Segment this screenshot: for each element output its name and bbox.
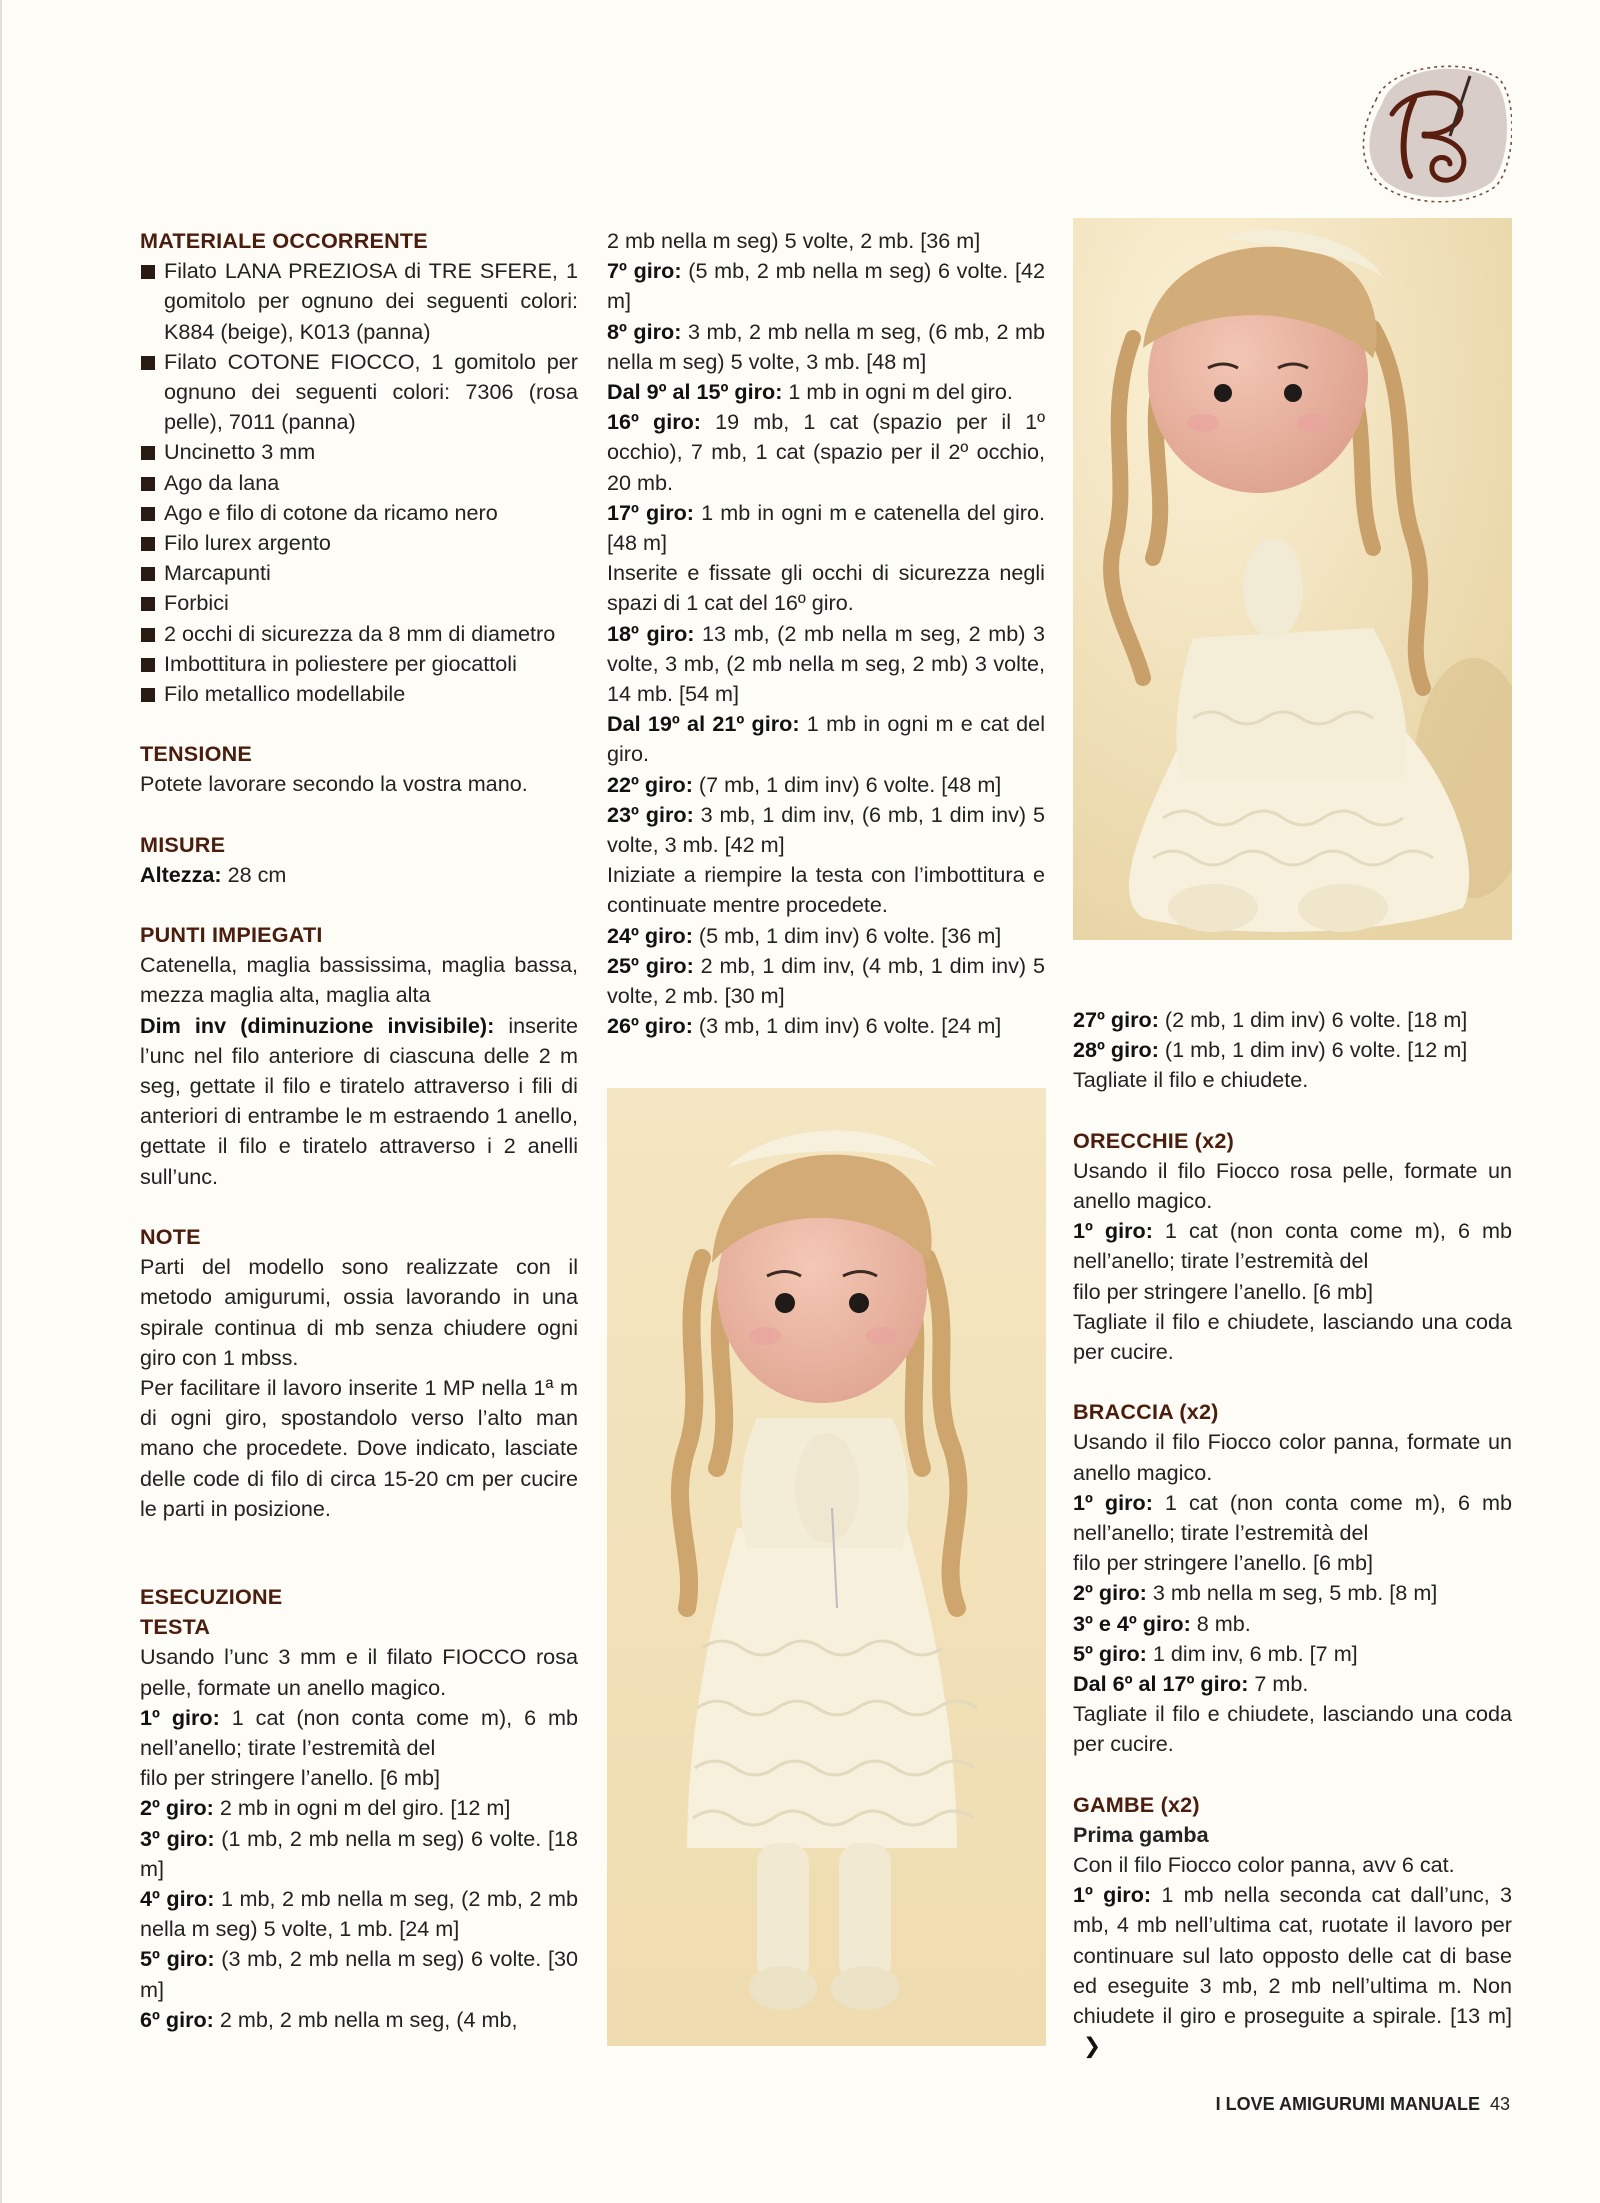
doll-photo-sitting xyxy=(1073,218,1512,940)
round-line: 24º giro: (5 mb, 1 dim inv) 6 volte. [36 m] xyxy=(607,922,1002,948)
round-line: 8º giro: 3 mb, 2 mb nella m seg, (6 mb, 2 mb nella m seg) 5 volte, 3 mb. [48 m] xyxy=(607,318,1046,374)
gambe-heading: GAMBE (x2) xyxy=(1073,1791,1200,1817)
dim-inv-text: Dim inv (diminuzione invisibile): inserite l’unc nel filo anteriore di ciascuna delle 2 m seg, gettate il filo e tiratelo attraverso i fili di anteriori di entrambe le m estraendo 1 anello, gettate il filo e tiratelo attraverso i 2 anelli sull’unc. xyxy=(140,1012,578,1189)
round-line: 16º giro: 19 mb, 1 cat (spazio per il 1º occhio), 7 mb, 1 cat (spazio per il 2º occhio, 20 mb. xyxy=(607,409,1045,495)
column-2 xyxy=(607,226,1045,1041)
list-item: Uncinetto 3 mm xyxy=(140,437,578,467)
list-item: Filo lurex argento xyxy=(140,528,578,558)
round-line: 22º giro: (7 mb, 1 dim inv) 6 volte. [48 m] xyxy=(607,771,1002,797)
list-item: 2 occhi di sicurezza da 8 mm di diametro xyxy=(140,619,578,649)
list-item: Filato LANA PREZIOSA di TRE SFERE, 1 gomitolo per ognuno dei seguenti colori: K884 (beige), K013 (panna) xyxy=(140,256,578,347)
note-paragraph: Per facilitare il lavoro inserite 1 MP nella 1ª m di ogni giro, spostandolo verso l’alto man mano che procedete. Dove indicato, lasciate delle code di filo di circa 15-20 cm per cucire le parti in posizione. xyxy=(140,1374,578,1521)
list-item: Imbottitura in poliestere per giocattoli xyxy=(140,649,578,679)
misure-heading: MISURE xyxy=(140,831,226,857)
magazine-logo xyxy=(1362,64,1512,204)
tensione-text: Potete lavorare secondo la vostra mano. xyxy=(140,771,528,797)
round-line: 25º giro: 2 mb, 1 dim inv, (4 mb, 1 dim inv) 5 volte, 2 mb. [30 m] xyxy=(607,952,1045,1009)
testa-heading: TESTA xyxy=(140,1614,211,1640)
list-item: Ago e filo di cotone da ricamo nero xyxy=(140,498,578,528)
altezza-line: Altezza: 28 cm xyxy=(140,861,287,887)
round-line: 7º giro: (5 mb, 2 mb nella m seg) 6 volte. [42 m] xyxy=(607,258,1045,314)
round-line: 17º giro: 1 mb in ogni m e catenella del giro. [48 m] xyxy=(607,499,1045,556)
braccia-heading: BRACCIA (x2) xyxy=(1073,1399,1219,1425)
note-paragraph: Parti del modello sono realizzate con il metodo amigurumi, ossia lavorando in una spirale continua di mb senza chiudere ogni giro con 1 mbss. xyxy=(140,1254,578,1370)
round-line-cont: filo per stringere l’anello. [6 mb] xyxy=(1073,1550,1374,1576)
note-heading: NOTE xyxy=(140,1223,201,1249)
instruction-text: Iniziate a riempire la testa con l’imbottitura e continuate mentre procedete. xyxy=(607,862,1045,918)
round-line: 1º giro: 1 cat (non conta come m), 6 mb nell’anello; tirate l’estremità del xyxy=(140,1704,579,1760)
column-1 xyxy=(140,226,578,2035)
doll-photo-standing xyxy=(607,1088,1046,2046)
round-line: 23º giro: 3 mb, 1 dim inv, (6 mb, 1 dim inv) 5 volte, 3 mb. [42 m] xyxy=(607,801,1045,858)
round-line: 6º giro: 2 mb, 2 mb nella m seg, (4 mb, xyxy=(140,2006,518,2032)
round-line: Dal 19º al 21º giro: 1 mb in ogni m e cat del giro. xyxy=(607,711,1045,767)
column-3 xyxy=(1073,1005,1512,2062)
round-line-cont: filo per stringere l’anello. [6 mb] xyxy=(1073,1278,1374,1304)
instruction-text: Tagliate il filo e chiudete, lasciando una coda per cucire. xyxy=(1073,1308,1512,1365)
orecchie-heading: ORECCHIE (x2) xyxy=(1073,1127,1234,1153)
continue-arrow-icon: ❯ xyxy=(1083,2033,1102,2059)
instruction-text: Tagliate il filo e chiudete, lasciando una coda per cucire. xyxy=(1073,1701,1512,1757)
list-item: Ago da lana xyxy=(140,468,578,498)
round-line-cont: filo per stringere l’anello. [6 mb] xyxy=(140,1765,441,1791)
instruction-text: Con il filo Fiocco color panna, avv 6 cat. xyxy=(1073,1852,1455,1878)
list-item: Marcapunti xyxy=(140,558,578,588)
list-item: Filo metallico modellabile xyxy=(140,679,578,709)
instruction-text: Usando il filo Fiocco color panna, formate un anello magico. xyxy=(1073,1429,1512,1485)
prima-gamba-heading: Prima gamba xyxy=(1073,1821,1209,1847)
page-number: 43 xyxy=(1489,2094,1510,2114)
round-line: 27º giro: (2 mb, 1 dim inv) 6 volte. [18 m] xyxy=(1073,1007,1468,1032)
punti-text: Catenella, maglia bassissima, maglia bassa, mezza maglia alta, maglia alta xyxy=(140,952,578,1008)
round-line-cont: 2 mb nella m seg) 5 volte, 2 mb. [36 m] xyxy=(607,228,981,253)
instruction-text: Usando il filo Fiocco rosa pelle, formate un anello magico. xyxy=(1073,1157,1512,1214)
round-line: 2º giro: 2 mb in ogni m del giro. [12 m] xyxy=(140,1795,511,1821)
round-line: 26º giro: (3 mb, 1 dim inv) 6 volte. [24 m] xyxy=(607,1013,1002,1039)
materiale-heading: MATERIALE OCCORRENTE xyxy=(140,228,428,253)
round-line: 28º giro: (1 mb, 1 dim inv) 6 volte. [12 m] xyxy=(1073,1037,1468,1063)
round-line: 1º giro: 1 cat (non conta come m), 6 mb nell’anello; tirate l’estremità del xyxy=(1073,1489,1512,1546)
list-item: Forbici xyxy=(140,588,578,618)
testa-intro: Usando l’unc 3 mm e il filato FIOCCO rosa pelle, formate un anello magico. xyxy=(140,1644,578,1700)
round-line: 3º e 4º giro: 8 mb. xyxy=(1073,1610,1251,1636)
page-edge xyxy=(0,0,2,2203)
round-line: 4º giro: 1 mb, 2 mb nella m seg, (2 mb, 2 mb nella m seg) 5 volte, 1 mb. [24 m] xyxy=(140,1885,579,1942)
round-line: 3º giro: (1 mb, 2 mb nella m seg) 6 volte. [18 m] xyxy=(140,1825,578,1881)
instruction-text: Tagliate il filo e chiudete. xyxy=(1073,1067,1309,1093)
punti-heading: PUNTI IMPIEGATI xyxy=(140,922,323,948)
round-line: 18º giro: 13 mb, (2 mb nella m seg, 2 mb) 3 volte, 3 mb, (2 mb nella m seg, 2 mb) 3 volte, 14 mb. [54 m] xyxy=(607,620,1045,707)
round-line: 1º giro: 1 mb nella seconda cat dall’unc, 3 mb, 4 mb nell’ultima cat, ruotate il lavoro per continuare sul lato opposto delle cat di base ed eseguite 3 mb, 2 mb nell’ultima m. Non chiudete il giro e proseguite a spirale. [13 m]❯ xyxy=(1073,1880,1512,2061)
list-item: Filato COTONE FIOCCO, 1 gomitolo per ognuno dei seguenti colori: 7306 (rosa pelle), 7011 (panna) xyxy=(140,347,578,438)
round-line: Dal 9º al 15º giro: 1 mb in ogni m del giro. xyxy=(607,379,1013,405)
round-line: 5º giro: 1 dim inv, 6 mb. [7 m] xyxy=(1073,1640,1358,1666)
page-footer xyxy=(1216,2094,1510,2115)
esecuzione-heading: ESECUZIONE xyxy=(140,1583,283,1609)
round-line: 1º giro: 1 cat (non conta come m), 6 mb nell’anello; tirate l’estremità del xyxy=(1073,1218,1512,1274)
tensione-heading: TENSIONE xyxy=(140,741,252,767)
round-line: Dal 6º al 17º giro: 7 mb. xyxy=(1073,1671,1309,1697)
round-line: 2º giro: 3 mb nella m seg, 5 mb. [8 m] xyxy=(1073,1580,1438,1606)
magazine-name: I LOVE AMIGURUMI MANUALE xyxy=(1215,2094,1480,2114)
round-line: 5º giro: (3 mb, 2 mb nella m seg) 6 volte. [30 m] xyxy=(140,1946,578,2002)
instruction-text: Inserite e fissate gli occhi di sicurezza negli spazi di 1 cat del 16º giro. xyxy=(607,560,1045,616)
